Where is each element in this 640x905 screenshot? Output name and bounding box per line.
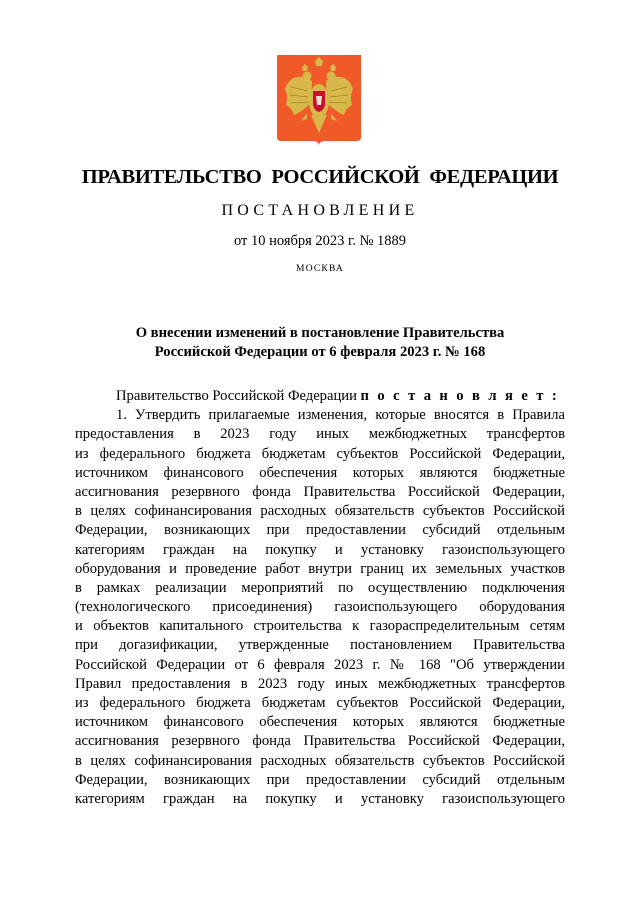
- body-line: ассигнования резервного фонда Правительства Российской Федерации,: [75, 483, 565, 500]
- body-line: из федерального бюджета бюджетам субъектов Российской Федерации,: [75, 445, 565, 462]
- body-line: в рамках реализации мероприятий по осуществлению подключения: [75, 579, 565, 596]
- body-line: Российской Федерации от 6 февраля 2023 г. № 168 "Об утверждении: [75, 656, 565, 673]
- body-line: (технологического присоединения) газоиспользующего оборудования: [75, 599, 565, 616]
- city-label: МОСКВА: [296, 264, 344, 274]
- body-line: из федерального бюджета бюджетам субъектов Российской Федерации,: [75, 695, 565, 711]
- body-line: категориям граждан на покупку и установку газоиспользующего: [75, 541, 565, 558]
- body-line: предоставления в 2023 году иных межбюджетных трансфертов: [75, 426, 565, 443]
- intro-line: [75, 387, 565, 406]
- document-title-line: Российской Федерации от 6 февраля 2023 г. № 168: [154, 344, 486, 360]
- body-line: 1. Утвердить прилагаемые изменения, которые вносятся в Правила: [116, 407, 565, 424]
- body-line: Федерации, возникающих при предоставлении субсидий отдельным: [75, 771, 565, 788]
- russian-coat-of-arms-emblem: [277, 55, 361, 146]
- body-line: в целях софинансирования расходных обязательств субъектов Российской: [75, 503, 565, 520]
- body-line: и объектов капитального строительства к газораспределительным сетям: [75, 618, 565, 635]
- body-line: при догазификации, утвержденные постановлением Правительства: [75, 637, 565, 654]
- intro-verb: п о с т а н о в л я е т :: [360, 388, 560, 404]
- body-line: источником финансового обеспечения которых являются бюджетные: [75, 464, 565, 481]
- body-line: источником финансового обеспечения которых являются бюджетные: [75, 714, 565, 731]
- body-line: в целях софинансирования расходных обязательств субъектов Российской: [75, 752, 565, 769]
- intro-text: Правительство Российской Федерации: [116, 388, 357, 404]
- government-name-heading: ПРАВИТЕЛЬСТВО РОССИЙСКОЙ ФЕДЕРАЦИИ: [81, 166, 559, 188]
- body-line: Правил предоставления в 2023 году иных межбюджетных трансфертов: [75, 675, 565, 692]
- document-title-line: О внесении изменений в постановление Правительства: [135, 325, 505, 341]
- body-line: оборудования и проведение работ внутри границ их земельных участков: [75, 560, 565, 577]
- body-line: Федерации, возникающих при предоставлении субсидий отдельным: [75, 522, 565, 539]
- document-body: [75, 387, 565, 809]
- body-line: категориям граждан на покупку и установку газоиспользующего: [75, 790, 565, 807]
- date-and-number: от 10 ноября 2023 г. № 1889: [233, 233, 407, 249]
- document-title: [100, 324, 540, 362]
- body-line: ассигнования резервного фонда Правительства Российской Федерации,: [75, 733, 565, 750]
- document-type-heading: ПОСТАНОВЛЕНИЕ: [221, 202, 419, 219]
